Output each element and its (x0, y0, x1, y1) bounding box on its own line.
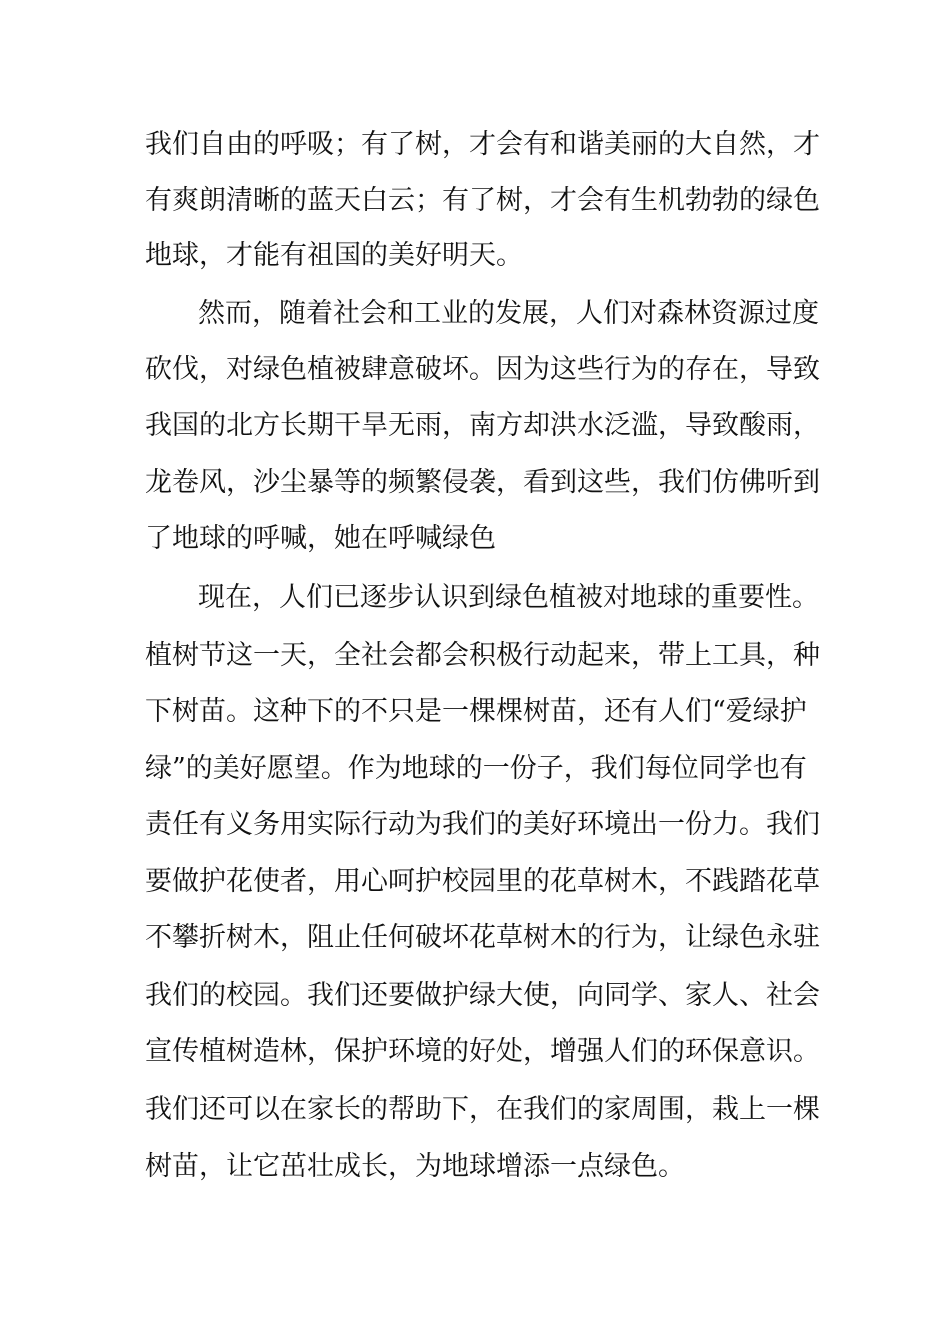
text-line: 绿”的美好愿望。作为地球的一份子，我们每位同学也有 (145, 753, 807, 784)
text-line: 树苗，让它茁壮成长，为地球增添一点绿色。 (145, 1151, 685, 1182)
text-line: 不攀折树木，阻止任何破坏花草树木的行为，让绿色永驻 (145, 922, 820, 953)
text-line: 我国的北方长期干旱无雨，南方却洪水泛滥，导致酸雨， (145, 410, 820, 441)
text-line: 龙卷风，沙尘暴等的频繁侵袭，看到这些，我们仿佛听到 (145, 467, 820, 498)
text-line: 要做护花使者，用心呵护校园里的花草树木，不践踏花草 (145, 866, 820, 897)
text-line: 责任有义务用实际行动为我们的美好环境出一份力。我们 (145, 809, 820, 840)
text-line: 我们还可以在家长的帮助下，在我们的家周围，栽上一棵 (145, 1094, 820, 1125)
text-line: 植树节这一天，全社会都会积极行动起来，带上工具，种 (145, 640, 820, 671)
text-line: 了地球的呼喊，她在呼喊绿色 (145, 523, 496, 554)
text-line: 宣传植树造林，保护环境的好处，增强人们的环保意识。 (145, 1036, 820, 1067)
text-line: 砍伐，对绿色植被肆意破坏。因为这些行为的存在，导致 (145, 354, 820, 385)
text-line: 有爽朗清晰的蓝天白云；有了树，才会有生机勃勃的绿色 (145, 185, 820, 216)
text-line: 下树苗。这种下的不只是一棵棵树苗，还有人们“爱绿护 (145, 696, 807, 727)
text-line-paragraph-start: 现在，人们已逐步认识到绿色植被对地球的重要性。 (198, 582, 819, 613)
text-line: 我们自由的呼吸；有了树，才会有和谐美丽的大自然，才 (145, 129, 820, 160)
text-line: 地球，才能有祖国的美好明天。 (145, 240, 523, 271)
text-line: 我们的校园。我们还要做护绿大使，向同学、家人、社会 (145, 980, 820, 1011)
text-line-paragraph-start: 然而，随着社会和工业的发展，人们对森林资源过度 (198, 298, 819, 329)
